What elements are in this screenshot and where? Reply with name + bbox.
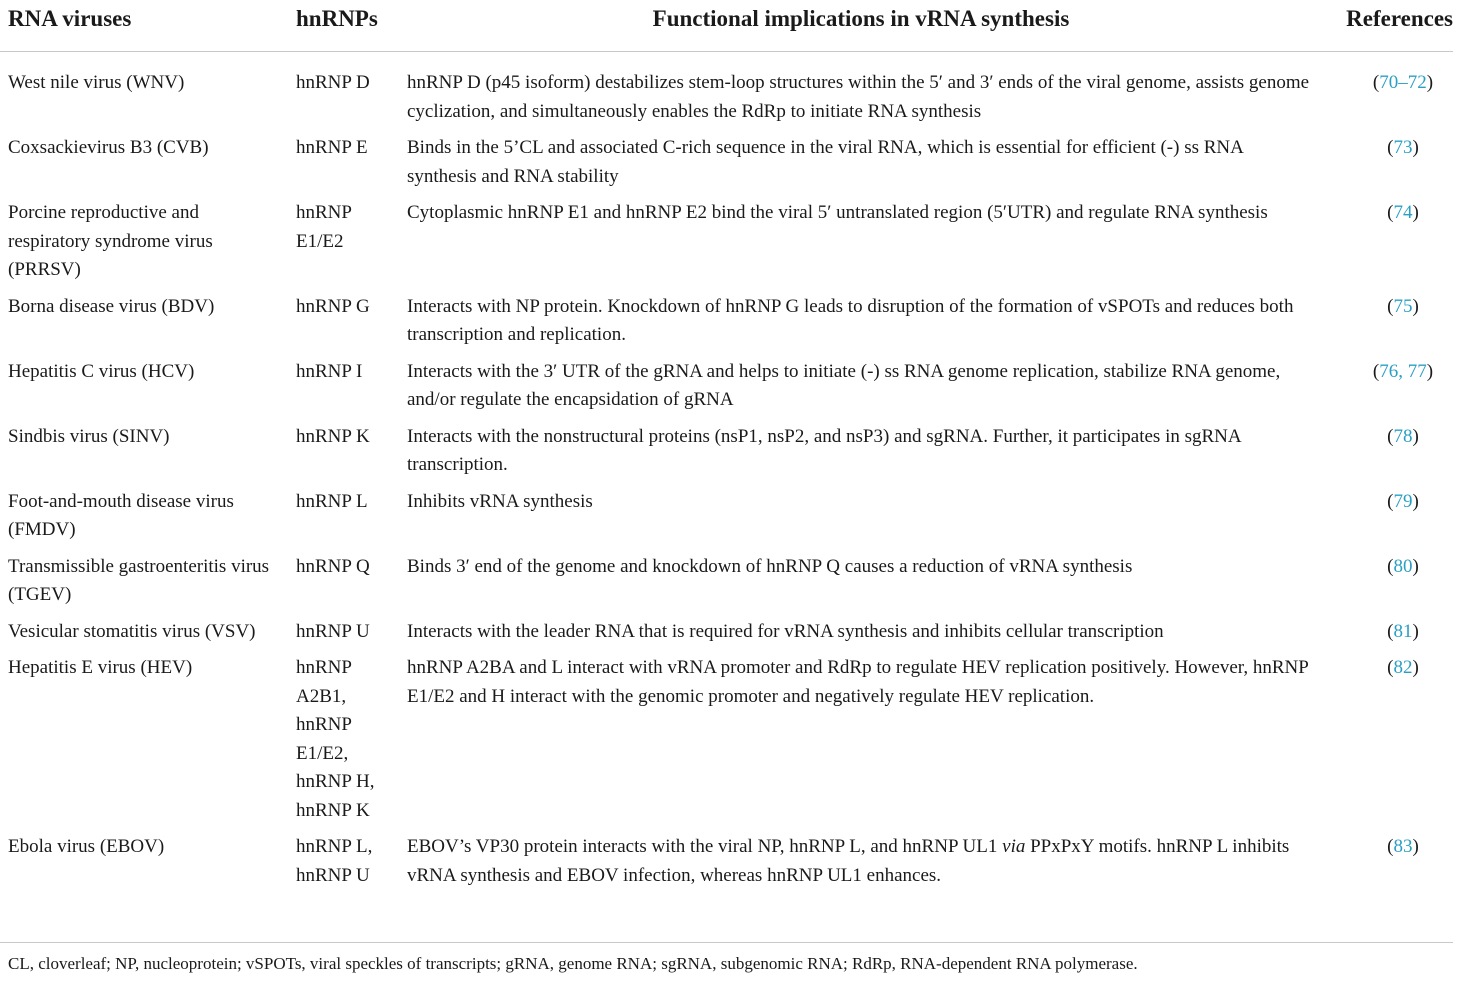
header-row — [0, 0, 1453, 52]
function-text: EBOV’s VP30 protein interacts with the viral NP, hnRNP L, and hnRNP UL1 — [407, 836, 1003, 857]
reference-link[interactable]: 81 — [1393, 620, 1413, 642]
table-footnote: CL, cloverleaf; NP, nucleoprotein; vSPOTs, viral speckles of transcripts; gRNA, genome RNA; sgRNA, subgenomic RNA; RdRp, RNA-dependent RNA polymerase. — [8, 954, 1138, 973]
virus-cell: Foot-and-mouth disease virus (FMDV) — [8, 490, 234, 540]
reference-link[interactable]: 78 — [1393, 425, 1413, 447]
function-cell: Cytoplasmic hnRNP E1 and hnRNP E2 bind the viral 5′ untranslated region (5′UTR) and regulate RNA synthesis — [407, 202, 1268, 223]
function-cell: Binds 3′ end of the genome and knockdown of hnRNP Q causes a reduction of vRNA synthesis — [407, 555, 1133, 577]
reference-link[interactable]: 82 — [1393, 657, 1413, 678]
virus-cell: Ebola virus (EBOV) — [8, 836, 165, 857]
table-row — [0, 618, 1453, 655]
virus-cell: Vesicular stomatitis virus (VSV) — [8, 620, 256, 642]
reference-link[interactable]: 73 — [1393, 137, 1413, 158]
hnrnp-cell: hnRNP U — [296, 620, 370, 642]
reference-cell: (79) — [1387, 490, 1419, 512]
header-functional-implications: Functional implications in vRNA synthesis — [399, 0, 1323, 52]
reference-link[interactable]: 83 — [1393, 836, 1413, 857]
reference-cell: (82) — [1387, 657, 1419, 678]
footnote-divider — [0, 942, 1453, 943]
hnrnp-cell: hnRNP D — [296, 72, 370, 93]
hnrnp-cell: hnRNP G — [296, 295, 370, 317]
reference-cell: (76, 77) — [1372, 360, 1434, 382]
table-row — [0, 654, 1453, 833]
hnrnp-cell: hnRNP Q — [296, 555, 370, 577]
virus-cell: Hepatitis C virus (HCV) — [8, 360, 195, 382]
function-cell — [399, 833, 1323, 898]
reference-link[interactable]: 80 — [1393, 555, 1413, 577]
table-row — [0, 52, 1453, 135]
reference-cell: (78) — [1387, 425, 1419, 447]
reference-cell: (70–72) — [1372, 72, 1434, 93]
hnrnp-cell: hnRNP I — [296, 360, 363, 382]
header-hnrnps: hnRNPs — [288, 0, 399, 52]
reference-link[interactable]: 70–72 — [1379, 72, 1427, 93]
table-row — [0, 293, 1453, 358]
function-text: PPxPxY motifs. hnRNP L inhibits vRNA synthesis and EBOV infection, whereas hnRNP UL1 enhances. — [407, 836, 1290, 886]
reference-cell: (81) — [1387, 620, 1419, 642]
virus-cell: Borna disease virus (BDV) — [8, 295, 215, 317]
reference-cell: (80) — [1387, 555, 1419, 577]
function-cell: Interacts with the nonstructural proteins (nsP1, nsP2, and nsP3) and sgRNA. Further, it participates in sgRNA transcription. — [407, 425, 1241, 475]
function-cell: Interacts with the leader RNA that is required for vRNA synthesis and inhibits cellular transcription — [407, 620, 1164, 642]
virus-cell: Hepatitis E virus (HEV) — [8, 657, 193, 678]
virus-cell: Porcine reproductive and respiratory syndrome virus (PRRSV) — [8, 202, 213, 280]
reference-link[interactable]: 76, 77 — [1379, 360, 1427, 382]
table-row — [0, 833, 1453, 898]
reference-cell: (73) — [1387, 137, 1419, 158]
reference-link[interactable]: 75 — [1393, 295, 1413, 317]
function-cell: Interacts with the 3′ UTR of the gRNA and helps to initiate (-) ss RNA genome replication, stabilize RNA genome, and/or regulate the encapsidation of gRNA — [407, 360, 1281, 410]
table-row — [0, 423, 1453, 488]
header-rna-viruses: RNA viruses — [0, 0, 288, 52]
reference-cell: (74) — [1387, 202, 1419, 223]
hnrnp-cell: hnRNP K — [296, 425, 370, 447]
function-cell: Interacts with NP protein. Knockdown of hnRNP G leads to disruption of the formation of vSPOTs and reduces both transcription and replication. — [407, 295, 1294, 345]
table-body — [0, 52, 1453, 899]
function-cell: hnRNP D (p45 isoform) destabilizes stem-loop structures within the 5′ and 3′ ends of the viral genome, assists genome cyclization, and simultaneously enables the RdRp to initiate RNA synthesis — [407, 72, 1310, 122]
table-row — [0, 488, 1453, 553]
hnrnp-cell: hnRNP L — [296, 490, 368, 512]
function-cell: Binds in the 5’CL and associated C-rich sequence in the viral RNA, which is essential for efficient (-) ss RNA synthesis and RNA stability — [407, 137, 1243, 187]
virus-cell: Transmissible gastroenteritis virus (TGEV) — [8, 555, 270, 605]
hnrnp-cell: hnRNP L, hnRNP U — [296, 836, 373, 886]
table-row — [0, 358, 1453, 423]
hnrnp-cell: hnRNP A2B1, hnRNP E1/E2, hnRNP H, hnRNP K — [296, 657, 375, 821]
virus-cell: Coxsackievirus B3 (CVB) — [8, 137, 209, 158]
virus-cell: West nile virus (WNV) — [8, 72, 185, 93]
function-cell: hnRNP A2BA and L interact with vRNA promoter and RdRp to regulate HEV replication positively. However, hnRNP E1/E2 and H interact with the genomic promoter and negatively regulate HEV replication. — [407, 657, 1309, 707]
hnrnp-cell: hnRNP E — [296, 137, 368, 158]
header-references: References — [1323, 0, 1453, 52]
hnrnp-cell: hnRNP E1/E2 — [296, 202, 352, 252]
table-row — [0, 134, 1453, 199]
virus-cell: Sindbis virus (SINV) — [8, 425, 170, 447]
table-header — [0, 0, 1453, 52]
table-row — [0, 199, 1453, 293]
reference-cell: (83) — [1387, 836, 1419, 857]
reference-link[interactable]: 79 — [1393, 490, 1413, 512]
reference-cell: (75) — [1387, 295, 1419, 317]
reference-link[interactable]: 74 — [1393, 202, 1413, 223]
function-cell: Inhibits vRNA synthesis — [407, 490, 593, 512]
function-text-italic: via — [1002, 836, 1026, 857]
table-row — [0, 553, 1453, 618]
